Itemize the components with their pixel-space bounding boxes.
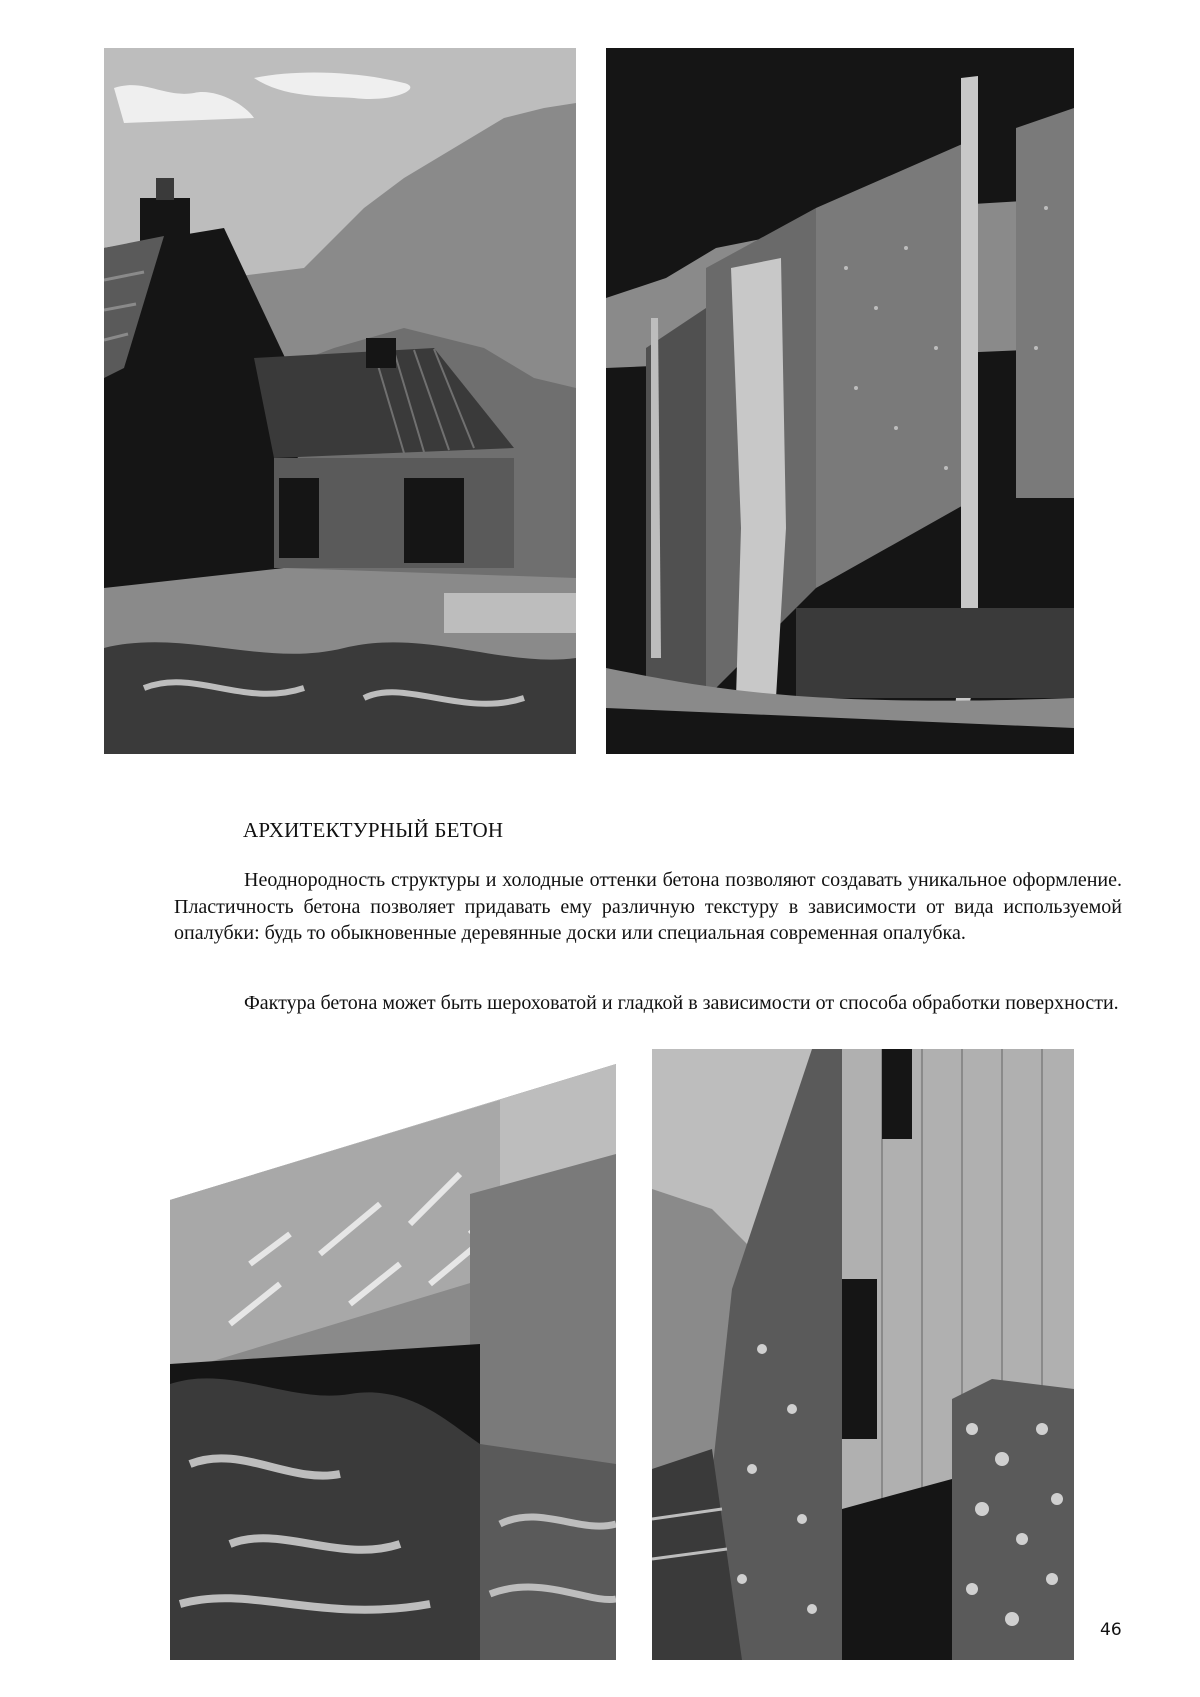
photo-concrete-columns-building	[606, 48, 1074, 754]
section-title: АРХИТЕКТУРНЫЙ БЕТОН	[243, 818, 504, 842]
photo-stone-house-mountains	[104, 48, 576, 754]
page-number: 46	[1100, 1620, 1122, 1640]
photo-textured-concrete-facade	[652, 1049, 1074, 1660]
body-paragraph: Фактура бетона может быть шероховатой и гладкой в зависимости от способа обработки поверхности.	[244, 992, 1119, 1014]
body-paragraph: Неоднородность структуры и холодные оттенки бетона позволяют создавать уникальное оформление. Пластичность бетона позволяет придавать ему различную текстуру в зависимости от вида используемой опалубки: будь то обыкновенные деревянные доски или специальная современная опалубка.	[174, 869, 1122, 944]
photo-concrete-wall-rocks	[170, 1064, 616, 1660]
